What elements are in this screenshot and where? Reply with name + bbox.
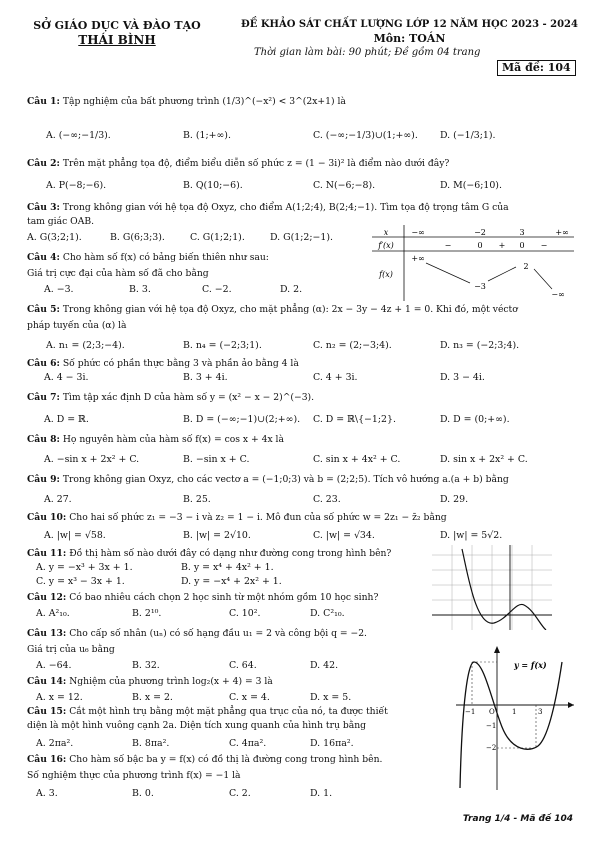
var-fp-sign1: −	[444, 241, 452, 250]
question-label: Câu 5:	[27, 304, 60, 315]
question-text: Tìm tập xác định D của hàm số y = (x² − x − 2)^(−3).	[62, 392, 315, 403]
option-b[interactable]: B. x = 2.	[132, 692, 173, 703]
option-a[interactable]: A. y = −x³ + 3x + 1.	[36, 562, 133, 573]
question-label: Câu 13:	[27, 628, 67, 639]
option-c[interactable]: C. 64.	[229, 660, 257, 671]
question-text: Số phức có phần thực bằng 3 và phần ảo bằng 4 là	[62, 358, 299, 369]
question-label: Câu 7:	[27, 392, 60, 403]
y-tick-neg2: −2	[486, 744, 497, 752]
question-9	[27, 474, 509, 486]
question-text: Trong không gian Oxyz, cho các vectơ a = (−1;0;3) và b = (2;2;5). Tích vô hướng a.(a + b) bằng	[62, 474, 509, 485]
option-b[interactable]: B. 3 + 4i.	[183, 372, 228, 383]
question-4	[27, 252, 269, 264]
option-d[interactable]: D. M(−6;10).	[440, 180, 502, 191]
question-text-cont: tam giác OAB.	[27, 216, 95, 227]
option-b[interactable]: B. 0.	[132, 788, 154, 799]
option-d[interactable]: D. 29.	[440, 494, 469, 505]
option-d[interactable]: D. 1.	[310, 788, 333, 799]
question-5	[27, 304, 518, 316]
option-c[interactable]: C. y = x³ − 3x + 1.	[36, 576, 125, 587]
graph-question-16	[452, 642, 577, 792]
option-a[interactable]: A. 2πa².	[36, 738, 74, 749]
option-d[interactable]: D. |w| = 5√2.	[440, 530, 503, 541]
question-16	[27, 754, 382, 766]
question-label: Câu 1:	[27, 96, 60, 107]
option-a[interactable]: A. 4 − 3i.	[44, 372, 89, 383]
option-b[interactable]: B. −sin x + C.	[183, 454, 250, 465]
option-a[interactable]: A. −3.	[44, 284, 74, 295]
cubic-curve	[460, 662, 562, 788]
option-a[interactable]: A. (−∞;−1/3).	[46, 130, 111, 141]
page-footer: Trang 1/4 - Mã đề 104	[462, 814, 573, 824]
option-a[interactable]: A. x = 12.	[36, 692, 83, 703]
x-tick-3: 3	[538, 708, 543, 716]
var-f-end: −∞	[551, 290, 565, 299]
question-text: Có bao nhiêu cách chọn 2 học sinh từ một nhóm gồm 10 học sinh?	[69, 592, 379, 603]
var-x-neg-inf: −∞	[411, 228, 425, 237]
option-a[interactable]: A. D = ℝ.	[44, 414, 89, 425]
option-a[interactable]: A. G(3;2;1).	[27, 232, 82, 243]
option-b[interactable]: B. Q(10;−6).	[183, 180, 243, 191]
x-axis-arrow	[568, 702, 574, 708]
var-x-crit1: −2	[474, 228, 486, 237]
var-arrow-down	[426, 263, 470, 283]
y-tick-neg1: −1	[486, 722, 497, 730]
question-6	[27, 358, 299, 370]
x-tick-1: 1	[512, 708, 517, 716]
question-label: Câu 2:	[27, 158, 60, 169]
question-7	[27, 392, 314, 404]
question-label: Câu 14:	[27, 676, 67, 687]
question-8	[27, 434, 284, 446]
question-text: Cho cấp số nhân (uₙ) có số hạng đầu u₁ = 2 và công bội q = −2.	[69, 628, 367, 639]
department-name: SỞ GIÁO DỤC VÀ ĐÀO TẠO	[33, 19, 201, 32]
option-c[interactable]: C. (−∞;−1/3)∪(1;+∞).	[313, 130, 418, 141]
option-d[interactable]: D. n₃ = (−2;3;4).	[440, 340, 520, 351]
option-d[interactable]: D. 16πa².	[310, 738, 354, 749]
question-label: Câu 10:	[27, 512, 67, 523]
question-text-cont: diện là một hình vuông cạnh 2a. Diện tích xung quanh của hình trụ bằng	[27, 720, 366, 731]
option-c[interactable]: C. G(1;2;1).	[190, 232, 245, 243]
question-label: Câu 6:	[27, 358, 60, 369]
question-label: Câu 16:	[27, 754, 67, 765]
option-a[interactable]: A. 3.	[36, 788, 58, 799]
var-fp-sign2: +	[498, 241, 506, 250]
var-x-crit2: 3	[519, 228, 525, 237]
option-a[interactable]: A. n₁ = (2;3;−4).	[46, 340, 125, 351]
var-fp-zero1: 0	[477, 241, 483, 250]
option-b[interactable]: B. 25.	[183, 494, 211, 505]
option-c[interactable]: C. |w| = √34.	[313, 530, 375, 541]
option-c[interactable]: C. −2.	[202, 284, 232, 295]
option-c[interactable]: C. 23.	[313, 494, 341, 505]
variation-table	[362, 225, 574, 301]
option-c[interactable]: C. N(−6;−8).	[313, 180, 376, 191]
question-text-cont: Giá trị của u₆ bằng	[27, 644, 115, 655]
var-f-start: +∞	[411, 254, 425, 263]
var-fp-label: f′(x)	[378, 241, 394, 250]
y-axis-arrow	[494, 646, 500, 653]
var-arrow-up	[488, 267, 516, 281]
department-header	[22, 18, 212, 48]
option-a[interactable]: A. 27.	[44, 494, 72, 505]
option-b[interactable]: B. 32.	[132, 660, 160, 671]
question-11	[27, 548, 391, 560]
question-label: Câu 9:	[27, 474, 60, 485]
option-b[interactable]: B. 3.	[129, 284, 151, 295]
option-b[interactable]: B. y = x⁴ + 4x² + 1.	[181, 562, 274, 573]
var-fp-zero2: 0	[519, 241, 525, 250]
option-b[interactable]: B. 2¹⁰.	[132, 608, 162, 619]
option-b[interactable]: B. G(6;3;3).	[110, 232, 165, 243]
option-c[interactable]: C. D = ℝ\{−1;2}.	[313, 414, 396, 425]
question-label: Câu 11:	[27, 548, 67, 559]
question-text: Họ nguyên hàm của hàm số f(x) = cos x + 4x là	[62, 434, 284, 445]
question-text: Cho hai số phức z₁ = −3 − i và z₂ = 1 − i. Mô đun của số phức w = 2z₁ − z̄₂ bằng	[69, 512, 447, 523]
option-d[interactable]: D. D = (0;+∞).	[440, 414, 510, 425]
graph-question-11	[432, 545, 552, 630]
var-f-max: 2	[523, 262, 529, 271]
var-x-pos-inf: +∞	[555, 228, 569, 237]
option-d[interactable]: D. x = 5.	[310, 692, 352, 703]
question-13	[27, 628, 367, 640]
option-a[interactable]: A. P(−8;−6).	[46, 180, 107, 191]
question-text-cont: pháp tuyến của (α) là	[27, 320, 127, 331]
question-text: Trong không gian với hệ tọa độ Oxyz, cho mặt phẳng (α): 2x − 3y − 4z + 1 = 0. Khi đó, một véctơ	[62, 304, 518, 315]
exam-header	[232, 18, 587, 60]
var-f-label: f(x)	[379, 270, 393, 279]
option-c[interactable]: C. 4 + 3i.	[313, 372, 358, 383]
subject-title: Môn: TOÁN	[373, 32, 446, 45]
question-text: Cho hàm số bậc ba y = f(x) có đồ thị là đường cong trong hình bên.	[69, 754, 383, 765]
option-c[interactable]: C. 2.	[229, 788, 251, 799]
question-1	[27, 96, 346, 108]
question-3	[27, 202, 509, 214]
option-b[interactable]: B. n₄ = (−2;3;1).	[183, 340, 262, 351]
question-14	[27, 676, 273, 688]
option-b[interactable]: B. 8πa².	[132, 738, 170, 749]
question-10	[27, 512, 447, 524]
question-label: Câu 12:	[27, 592, 67, 603]
province-name: THÁI BÌNH	[78, 33, 156, 47]
option-d[interactable]: D. y = −x⁴ + 2x² + 1.	[181, 576, 282, 587]
option-d[interactable]: D. 42.	[310, 660, 339, 671]
question-text: Cắt một hình trụ bằng một mặt phẳng qua trục của nó, ta được thiết	[69, 706, 388, 717]
var-f-min: −3	[474, 282, 486, 291]
option-b[interactable]: B. |w| = 2√10.	[183, 530, 251, 541]
exam-title: ĐỀ KHẢO SÁT CHẤT LƯỢNG LỚP 12 NĂM HỌC 2023 - 2024	[241, 19, 578, 30]
option-c[interactable]: C. sin x + 4x² + C.	[313, 454, 401, 465]
option-a[interactable]: A. −sin x + 2x² + C.	[44, 454, 140, 465]
question-label: Câu 4:	[27, 252, 60, 263]
question-15	[27, 706, 388, 718]
var-arrow-down	[534, 269, 552, 289]
question-label: Câu 3:	[27, 202, 60, 213]
option-d[interactable]: D. 2.	[280, 284, 303, 295]
option-a[interactable]: A. |w| = √58.	[44, 530, 106, 541]
option-c[interactable]: C. x = 4.	[229, 692, 270, 703]
option-c[interactable]: C. 4πa².	[229, 738, 267, 749]
question-text-cont: Số nghiệm thực của phương trình f(x) = −1 là	[27, 770, 241, 781]
option-b[interactable]: B. (1;+∞).	[183, 130, 231, 141]
option-d[interactable]: D. G(1;2;−1).	[270, 232, 333, 243]
option-d[interactable]: D. sin x + 2x² + C.	[440, 454, 528, 465]
question-2	[27, 158, 449, 170]
graph-label: y = f(x)	[514, 660, 547, 670]
question-label: Câu 15:	[27, 706, 67, 717]
question-text: Trong không gian với hệ tọa độ Oxyz, cho điểm A(1;2;4), B(2;4;−1). Tìm tọa độ trọng tâm G của	[62, 202, 509, 213]
question-12	[27, 592, 378, 604]
var-fp-sign3: −	[540, 241, 548, 250]
option-a[interactable]: A. −64.	[36, 660, 72, 671]
option-d[interactable]: D. (−1/3;1).	[440, 130, 496, 141]
question-text: Đồ thị hàm số nào dưới đây có dạng như đường cong trong hình bên?	[69, 548, 392, 559]
option-c[interactable]: C. n₂ = (2;−3;4).	[313, 340, 392, 351]
option-a[interactable]: A. A²₁₀.	[36, 608, 70, 619]
exam-code-box: Mã đề: 104	[497, 60, 576, 76]
question-text: Cho hàm số f(x) có bảng biến thiên như sau:	[62, 252, 269, 263]
option-c[interactable]: C. 10².	[229, 608, 261, 619]
question-label: Câu 8:	[27, 434, 60, 445]
option-d[interactable]: D. 3 − 4i.	[440, 372, 485, 383]
question-text: Tập nghiệm của bất phương trình (1/3)^(−x²) < 3^(2x+1) là	[62, 96, 346, 107]
question-text-cont: Giá trị cực đại của hàm số đã cho bằng	[27, 268, 209, 279]
var-x-label: x	[383, 228, 389, 237]
origin-label: O	[489, 708, 495, 716]
curve	[462, 549, 546, 630]
option-b[interactable]: B. D = (−∞;−1)∪(2;+∞).	[183, 414, 301, 425]
option-d[interactable]: D. C²₁₀.	[310, 608, 345, 619]
question-text: Nghiệm của phương trình log₂(x + 4) = 3 là	[69, 676, 273, 687]
x-tick-neg1: −1	[465, 708, 476, 716]
time-info: Thời gian làm bài: 90 phút; Đề gồm 04 trang	[254, 47, 481, 58]
question-text: Trên mặt phẳng tọa độ, điểm biểu diễn số phức z = (1 − 3i)² là điểm nào dưới đây?	[62, 158, 450, 169]
